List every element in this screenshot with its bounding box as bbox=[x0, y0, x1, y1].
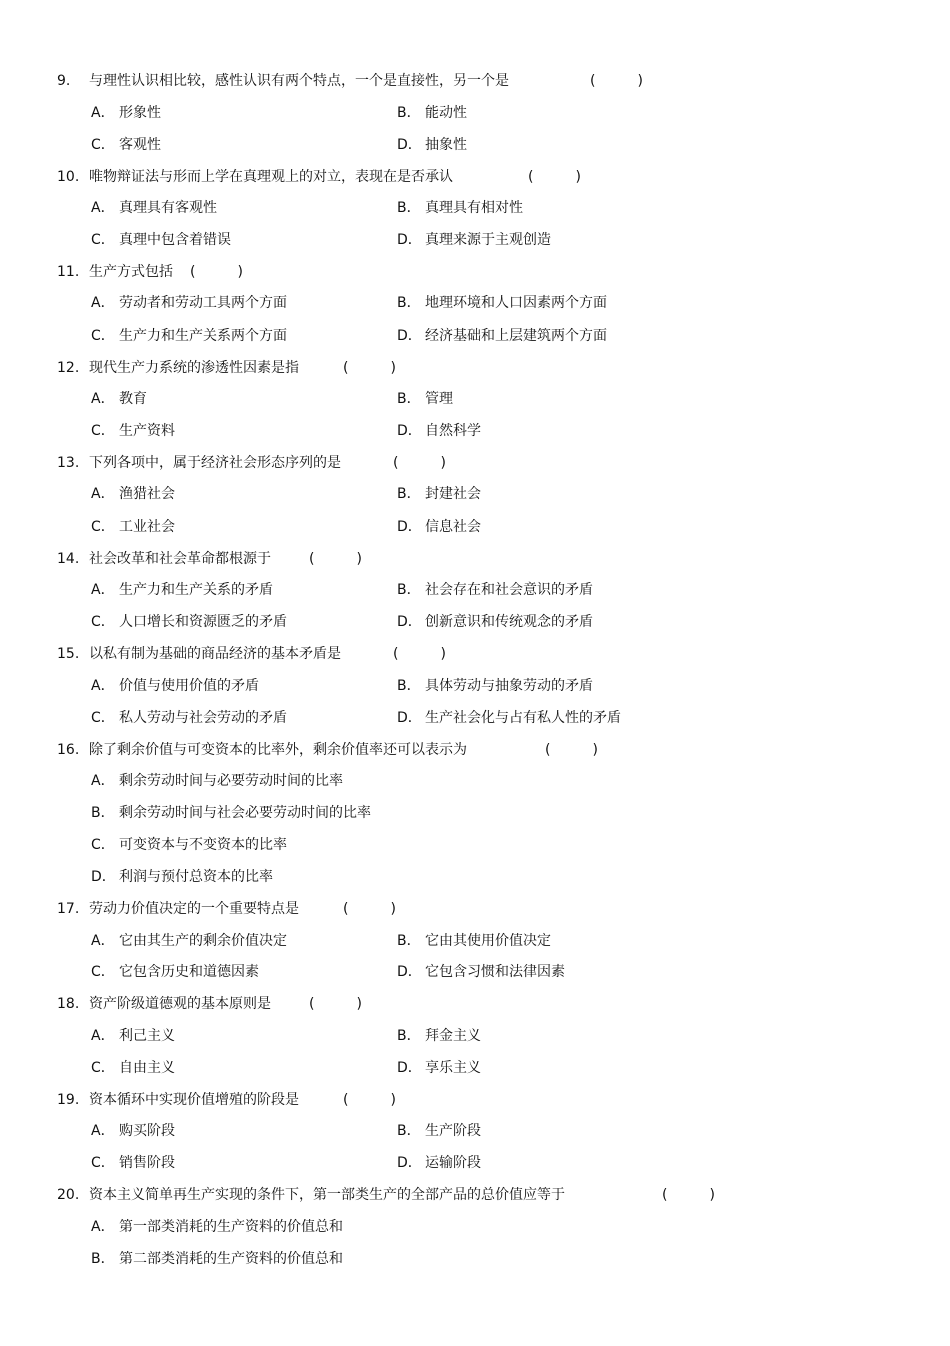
option-c: C． 自由主义 bbox=[91, 1060, 175, 1076]
question-text: 生产方式包括 bbox=[89, 264, 173, 280]
option-b: B． 社会存在和社会意识的矛盾 bbox=[397, 582, 593, 598]
option-a: A． 利己主义 bbox=[91, 1028, 175, 1044]
option-b: B． 管理 bbox=[397, 391, 453, 407]
question-19 bbox=[0, 1087, 950, 1113]
option-c: C． 销售阶段 bbox=[91, 1155, 175, 1171]
option-b: B． 它由其使用价值决定 bbox=[397, 933, 551, 949]
option-d: D． 运输阶段 bbox=[397, 1155, 481, 1171]
option-a: A． 它由其生产的剩余价值决定 bbox=[91, 933, 287, 949]
question-text: 社会改革和社会革命都根源于 bbox=[89, 551, 271, 567]
answer-bracket: ( ) bbox=[309, 551, 362, 567]
option-c: C． 生产资料 bbox=[91, 423, 175, 439]
option-a: A． 生产力和生产关系的矛盾 bbox=[91, 582, 273, 598]
answer-bracket: ( ) bbox=[662, 1187, 715, 1203]
answer-bracket: ( ) bbox=[393, 455, 446, 471]
option-d: D． 经济基础和上层建筑两个方面 bbox=[397, 328, 607, 344]
answer-bracket: ( ) bbox=[309, 996, 362, 1012]
question-number: 10. bbox=[57, 169, 80, 185]
answer-bracket: ( ) bbox=[343, 360, 396, 376]
question-number: 18. bbox=[57, 996, 80, 1012]
option-a: A． 劳动者和劳动工具两个方面 bbox=[91, 295, 287, 311]
question-number: 16. bbox=[57, 742, 80, 758]
question-number: 9. bbox=[57, 73, 71, 89]
question-number: 19. bbox=[57, 1092, 80, 1108]
option-c: C． 私人劳动与社会劳动的矛盾 bbox=[91, 710, 287, 726]
answer-bracket: ( ) bbox=[590, 73, 643, 89]
option-d: D． 享乐主义 bbox=[397, 1060, 481, 1076]
option-c: C． 真理中包含着错误 bbox=[91, 232, 231, 248]
option-d: D． 生产社会化与占有私人性的矛盾 bbox=[397, 710, 621, 726]
option-b: B． 剩余劳动时间与社会必要劳动时间的比率 bbox=[91, 805, 371, 821]
question-14 bbox=[0, 546, 950, 572]
option-a: A． 价值与使用价值的矛盾 bbox=[91, 678, 259, 694]
question-17 bbox=[0, 896, 950, 922]
question-text: 以私有制为基础的商品经济的基本矛盾是 bbox=[89, 646, 341, 662]
option-b: B． 地理环境和人口因素两个方面 bbox=[397, 295, 607, 311]
answer-bracket: ( ) bbox=[545, 742, 598, 758]
option-d: D． 抽象性 bbox=[397, 137, 467, 153]
question-12 bbox=[0, 355, 950, 381]
option-a: A． 购买阶段 bbox=[91, 1123, 175, 1139]
answer-bracket: ( ) bbox=[190, 264, 243, 280]
option-b: B． 生产阶段 bbox=[397, 1123, 481, 1139]
answer-bracket: ( ) bbox=[393, 646, 446, 662]
question-text: 资本循环中实现价值增殖的阶段是 bbox=[89, 1092, 299, 1108]
question-11 bbox=[0, 259, 950, 285]
question-number: 13. bbox=[57, 455, 80, 471]
option-d: D． 真理来源于主观创造 bbox=[397, 232, 551, 248]
option-b: B． 具体劳动与抽象劳动的矛盾 bbox=[397, 678, 593, 694]
question-text: 与理性认识相比较，感性认识有两个特点，一个是直接性，另一个是 bbox=[89, 73, 509, 89]
question-15 bbox=[0, 641, 950, 667]
option-a: A． 真理具有客观性 bbox=[91, 200, 217, 216]
question-number: 17. bbox=[57, 901, 80, 917]
option-a: A． 第一部类消耗的生产资料的价值总和 bbox=[91, 1219, 343, 1235]
answer-bracket: ( ) bbox=[343, 901, 396, 917]
question-number: 20. bbox=[57, 1187, 80, 1203]
question-text: 下列各项中，属于经济社会形态序列的是 bbox=[89, 455, 341, 471]
question-number: 11. bbox=[57, 264, 80, 280]
question-18 bbox=[0, 991, 950, 1017]
option-d: D． 创新意识和传统观念的矛盾 bbox=[397, 614, 593, 630]
question-9 bbox=[0, 68, 950, 94]
option-b: B． 封建社会 bbox=[397, 486, 481, 502]
question-text: 现代生产力系统的渗透性因素是指 bbox=[89, 360, 299, 376]
option-c: C． 客观性 bbox=[91, 137, 161, 153]
option-c: C． 工业社会 bbox=[91, 519, 175, 535]
option-c: C． 它包含历史和道德因素 bbox=[91, 964, 259, 980]
option-c: C． 可变资本与不变资本的比率 bbox=[91, 837, 287, 853]
option-b: B． 能动性 bbox=[397, 105, 467, 121]
question-13 bbox=[0, 450, 950, 476]
question-number: 15. bbox=[57, 646, 80, 662]
answer-bracket: ( ) bbox=[343, 1092, 396, 1108]
option-d: D． 利润与预付总资本的比率 bbox=[91, 869, 273, 885]
option-b: B． 拜金主义 bbox=[397, 1028, 481, 1044]
question-20 bbox=[0, 1182, 950, 1208]
option-a: A． 形象性 bbox=[91, 105, 161, 121]
question-text: 资产阶级道德观的基本原则是 bbox=[89, 996, 271, 1012]
option-a: A． 渔猎社会 bbox=[91, 486, 175, 502]
option-d: D． 信息社会 bbox=[397, 519, 481, 535]
option-b: B． 第二部类消耗的生产资料的价值总和 bbox=[91, 1251, 343, 1267]
question-text: 唯物辩证法与形而上学在真理观上的对立，表现在是否承认 bbox=[89, 169, 453, 185]
option-a: A． 教育 bbox=[91, 391, 147, 407]
question-text: 资本主义简单再生产实现的条件下，第一部类生产的全部产品的总价值应等于 bbox=[89, 1187, 565, 1203]
option-c: C． 人口增长和资源匮乏的矛盾 bbox=[91, 614, 287, 630]
question-number: 12. bbox=[57, 360, 80, 376]
option-b: B． 真理具有相对性 bbox=[397, 200, 523, 216]
question-10 bbox=[0, 164, 950, 190]
option-c: C． 生产力和生产关系两个方面 bbox=[91, 328, 287, 344]
option-d: D． 自然科学 bbox=[397, 423, 481, 439]
question-text: 除了剩余价值与可变资本的比率外，剩余价值率还可以表示为 bbox=[89, 742, 467, 758]
question-16 bbox=[0, 737, 950, 763]
option-d: D． 它包含习惯和法律因素 bbox=[397, 964, 565, 980]
question-text: 劳动力价值决定的一个重要特点是 bbox=[89, 901, 299, 917]
question-number: 14. bbox=[57, 551, 80, 567]
answer-bracket: ( ) bbox=[528, 169, 581, 185]
option-a: A． 剩余劳动时间与必要劳动时间的比率 bbox=[91, 773, 343, 789]
